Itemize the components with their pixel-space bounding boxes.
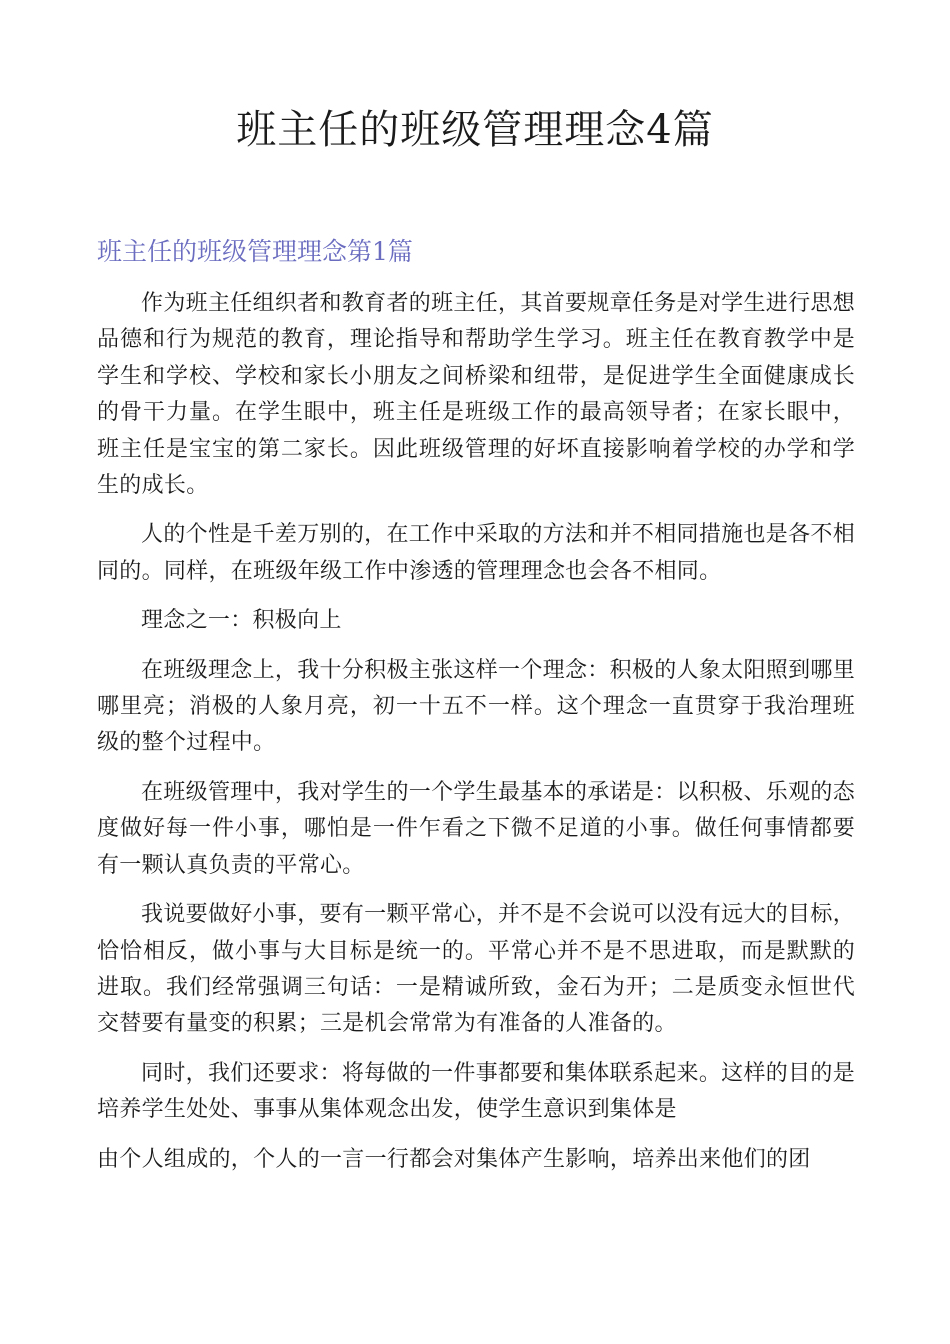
paragraph: 在班级理念上，我十分积极主张这样一个理念：积极的人象太阳照到哪里哪里亮；消极的人象月亮，初一十五不一样。这个理念一直贯穿于我治理班级的整个过程中。 (97, 657, 855, 756)
paragraph: 在班级管理中，我对学生的一个学生最基本的承诺是：以积极、乐观的态度做好每一件小事，哪怕是一件乍看之下微不足道的小事。做任何事情都要有一颗认真负责的平常心。 (97, 779, 855, 878)
paragraph-continuation: 由个人组成的，个人的一言一行都会对集体产生影响，培养出来他们的团 (97, 1146, 811, 1172)
body-text (97, 286, 855, 1191)
paragraph: 人的个性是千差万别的，在工作中采取的方法和并不相同措施也是各不相同的。同样，在班级年级工作中渗透的管理理念也会各不相同。 (97, 522, 855, 584)
paragraph: 同时，我们还要求：将每做的一件事都要和集体联系起来。这样的目的是培养学生处处、事事从集体观念出发，使学生意识到集体是 (97, 1060, 855, 1123)
document-title: 班主任的班级管理理念4篇 (236, 107, 714, 153)
paragraph: 我说要做好小事，要有一颗平常心，并不是不会说可以没有远大的目标，恰恰相反，做小事与大目标是统一的。平常心并不是不思进取，而是默默的进取。我们经常强调三句话：一是精诚所致，金石为开；二是质变永恒世代交替要有量变的积累；三是机会常常为有准备的人准备的。 (97, 902, 855, 1037)
paragraph: 作为班主任组织者和教育者的班主任，其首要规章任务是对学生进行思想品德和行为规范的教育，理论指导和帮助学生学习。班主任在教育教学中是学生和学校、学校和家长小朋友之间桥梁和纽带，是促进学生全面健康成长的骨干力量。在学生眼中，班主任是班级工作的最高领导者；在家长眼中，班主任是宝宝的第二家长。因此班级管理的好坏直接影响着学校的办学和学生的成长。 (97, 291, 855, 499)
paragraph: 理念之一：积极向上 (141, 608, 342, 634)
section-heading: 班主任的班级管理理念第1篇 (97, 237, 413, 266)
